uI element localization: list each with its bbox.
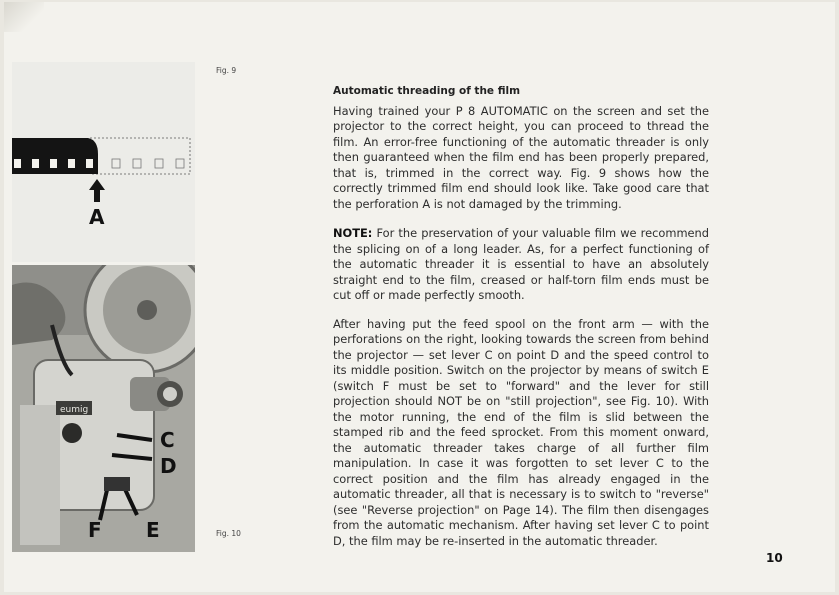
- paragraph-threading-steps: After having put the feed spool on the front arm — with the perforations on the right, looking towards the screen from behind the projector — set lever C on point D and the speed control to its middle position. Switch on the projector by means of switch E (switch F must be set to "forward" and the lever for still projection should NOT be on "still projection", see Fig. 10). With the motor running, the end of the film is slid between the stamped rib and the feed sprocket. From this moment onward, the automatic threader takes charge of all further film manipulation. In case it was forgotten to set lever C to the correct position and the film has already engaged in the automatic threader, all that is necessary is to switch to "reverse" (see "Reverse projection" on Page 14). The film then disengages from the automatic mechanism. After having set lever C to point D, the film may be re-inserted in the automatic threader.: [333, 316, 709, 548]
- callout-c-label: C: [160, 428, 175, 452]
- eumig-brand-plate: eumig: [60, 405, 89, 415]
- figure-10-caption: Fig. 10: [216, 529, 241, 538]
- callout-d-label: D: [160, 454, 177, 478]
- page-number: 10: [766, 551, 783, 565]
- note-text: For the preservation of your valuable film we recommend the splicing on of a long leader. As, for a perfect functioning of the automatic threader it is essential to have an absolutely straight end to the film, creased or half-torn film ends must be cut off or made perfectly smooth.: [333, 226, 709, 302]
- article-body: [333, 84, 709, 549]
- figure-9-caption: Fig. 9: [216, 66, 237, 75]
- page-corner-shadow: [4, 2, 44, 32]
- article-title: Automatic threading of the film: [333, 85, 521, 97]
- figure-9-image: [12, 62, 195, 262]
- note-paragraph: [333, 226, 709, 304]
- callout-f-label: F: [88, 518, 102, 542]
- callout-e-label: E: [146, 518, 160, 542]
- callout-a-label: A: [89, 205, 105, 229]
- figure-10-image: [12, 265, 195, 552]
- paragraph-intro: Having trained your P 8 AUTOMATIC on the screen and set the projector to the correct height, you can proceed to thread the film. An error-free functioning of the automatic threader is only then guaranteed when the film end has been properly prepared, that is, trimmed in the correct way. Fig. 9 shows how the correctly trimmed film end should look like. Take good care that the perforation A is not damaged by the trimming.: [333, 103, 709, 211]
- note-label: NOTE:: [333, 226, 373, 240]
